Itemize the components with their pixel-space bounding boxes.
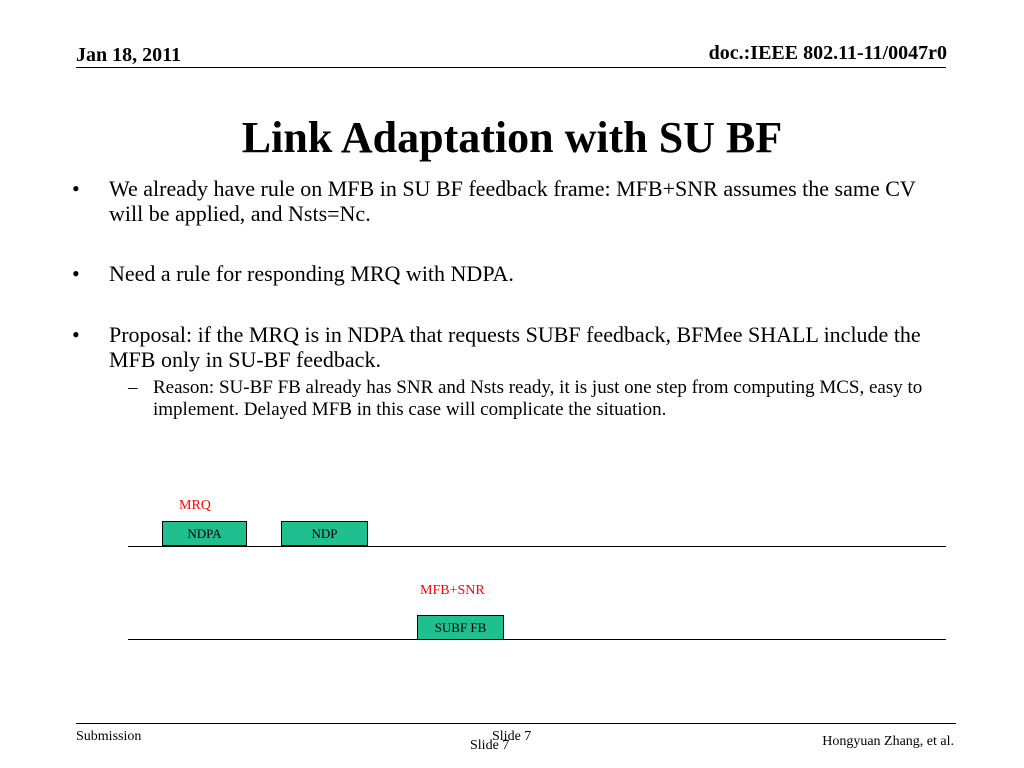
bullet-marker: • xyxy=(72,176,80,201)
bullet-text: Need a rule for responding MRQ with NDPA. xyxy=(109,261,514,286)
header-divider xyxy=(76,67,946,68)
ndpa-frame: NDPA xyxy=(162,521,247,546)
header-doc-id: doc.:IEEE 802.11-11/0047r0 xyxy=(708,42,947,64)
bullet-item xyxy=(72,261,932,286)
bullet-item xyxy=(72,322,932,372)
footer-slide-number: Slide 7 xyxy=(492,729,532,744)
bullet-marker: • xyxy=(72,261,80,286)
subf-fb-frame: SUBF FB xyxy=(417,615,504,640)
bullet-item xyxy=(72,176,932,226)
sub-bullet-text: Reason: SU-BF FB already has SNR and Nsts ready, it is just one step from computing MCS, easy to implement. Delayed MFB in this case will complicate the situation. xyxy=(153,377,923,420)
footer-divider xyxy=(76,723,956,724)
top-timeline xyxy=(128,546,946,547)
sub-bullet-item xyxy=(128,377,928,421)
bullet-marker: • xyxy=(72,322,80,347)
footer-author: Hongyuan Zhang, et al. xyxy=(822,734,954,749)
ndp-frame: NDP xyxy=(281,521,368,546)
footer-submission: Submission xyxy=(76,729,142,744)
slide-title: Link Adaptation with SU BF xyxy=(241,113,783,162)
mfb-snr-annotation: MFB+SNR xyxy=(420,583,485,598)
header-date: Jan 18, 2011 xyxy=(76,44,182,66)
footer-slide-number-duplicate: Slide 7 xyxy=(470,738,510,753)
bullet-text: We already have rule on MFB in SU BF feedback frame: MFB+SNR assumes the same CV will be applied, and Nsts=Nc. xyxy=(109,176,916,226)
sub-bullet-marker: – xyxy=(128,377,138,398)
mrq-annotation: MRQ xyxy=(179,498,211,513)
bottom-timeline xyxy=(128,639,946,640)
bullet-text: Proposal: if the MRQ is in NDPA that requests SUBF feedback, BFMee SHALL include the MFB only in SU-BF feedback. xyxy=(109,322,921,372)
